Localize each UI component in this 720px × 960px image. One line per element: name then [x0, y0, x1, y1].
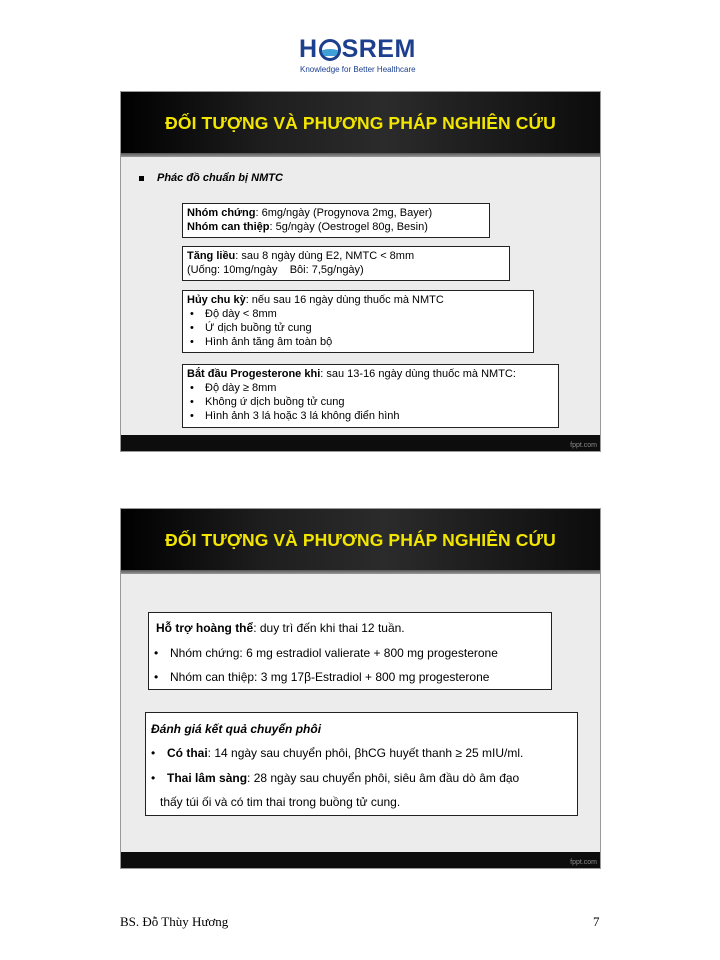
box-start-progesterone: Bắt đầu Progesterone khi: sau 13-16 ngày dùng thuốc mà NMTC: • Độ dày ≥ 8mm • Không ứ dịch buồng tử cung • Hình ảnh 3 lá hoặc 3 lá không điển hình — [182, 364, 559, 428]
box-outcome-evaluation: Đánh giá kết quả chuyển phôi • Có thai: 14 ngày sau chuyển phôi, βhCG huyết thanh ≥ 25 mIU/ml. • Thai lâm sàng: 28 ngày sau chuyển phôi, siêu âm đầu dò âm đạo thấy túi ối và có tim thai trong buồng tử cung. — [145, 712, 578, 816]
slide-1 — [120, 91, 601, 452]
list-item: • Ứ dịch buồng tử cung — [187, 321, 529, 335]
list-item: • Nhóm chứng: 6 mg estradiol valierate + 800 mg progesterone — [154, 646, 498, 660]
list-item: • Độ dày < 8mm — [187, 307, 529, 321]
hosrem-logo — [290, 30, 440, 80]
list-item: • Có thai: 14 ngày sau chuyển phôi, βhCG huyết thanh ≥ 25 mIU/ml. — [151, 746, 523, 760]
box-groups: Nhóm chứng: 6mg/ngày (Progynova 2mg, Bayer) Nhóm can thiệp: 5g/ngày (Oestrogel 80g, Besin) — [182, 203, 490, 238]
logo-tagline: Knowledge for Better Healthcare — [300, 65, 416, 74]
list-item: • Không ứ dịch buồng tử cung — [187, 395, 554, 409]
page-number: 7 — [593, 914, 600, 929]
slide-title: ĐỐI TƯỢNG VÀ PHƯƠNG PHÁP NGHIÊN CỨU — [165, 530, 556, 550]
slide-2 — [120, 508, 601, 869]
logo-wordmark: H SREM — [299, 35, 416, 63]
list-item: • Thai lâm sàng: 28 ngày sau chuyển phôi, siêu âm đầu dò âm đạo — [151, 771, 519, 785]
slide-header — [121, 509, 600, 574]
list-item: • Hình ảnh tăng âm toàn bộ — [187, 335, 529, 349]
slide-footer-bar — [121, 852, 600, 868]
slide-footer-bar — [121, 435, 600, 451]
list-item: • Nhóm can thiệp: 3 mg 17β-Estradiol + 800 mg progesterone — [154, 670, 489, 684]
box-cancel-cycle: Hủy chu kỳ: nếu sau 16 ngày dùng thuốc mà NMTC • Độ dày < 8mm • Ứ dịch buồng tử cung • Hình ảnh tăng âm toàn bộ — [182, 290, 534, 353]
watermark: fppt.com — [570, 442, 597, 449]
bullet-protocol: Phác đồ chuẩn bị NMTC — [139, 172, 283, 184]
box-luteal-support: Hỗ trợ hoàng thể: duy trì đến khi thai 12 tuần. • Nhóm chứng: 6 mg estradiol valierate + 800 mg progesterone • Nhóm can thiệp: 3 mg 17β-Estradiol + 800 mg progesterone — [148, 612, 552, 690]
list-item: • Hình ảnh 3 lá hoặc 3 lá không điển hình — [187, 409, 554, 423]
globe-icon — [319, 39, 341, 61]
watermark: fppt.com — [570, 859, 597, 866]
slide-title: ĐỐI TƯỢNG VÀ PHƯƠNG PHÁP NGHIÊN CỨU — [165, 113, 556, 133]
author-name: BS. Đỗ Thùy Hương — [120, 914, 229, 929]
square-bullet-icon — [139, 176, 144, 181]
slide-header — [121, 92, 600, 157]
box-dose-increase: Tăng liều: sau 8 ngày dùng E2, NMTC < 8mm (Uống: 10mg/ngày Bôi: 7,5g/ngày) — [182, 246, 510, 281]
list-item: • Độ dày ≥ 8mm — [187, 381, 554, 395]
